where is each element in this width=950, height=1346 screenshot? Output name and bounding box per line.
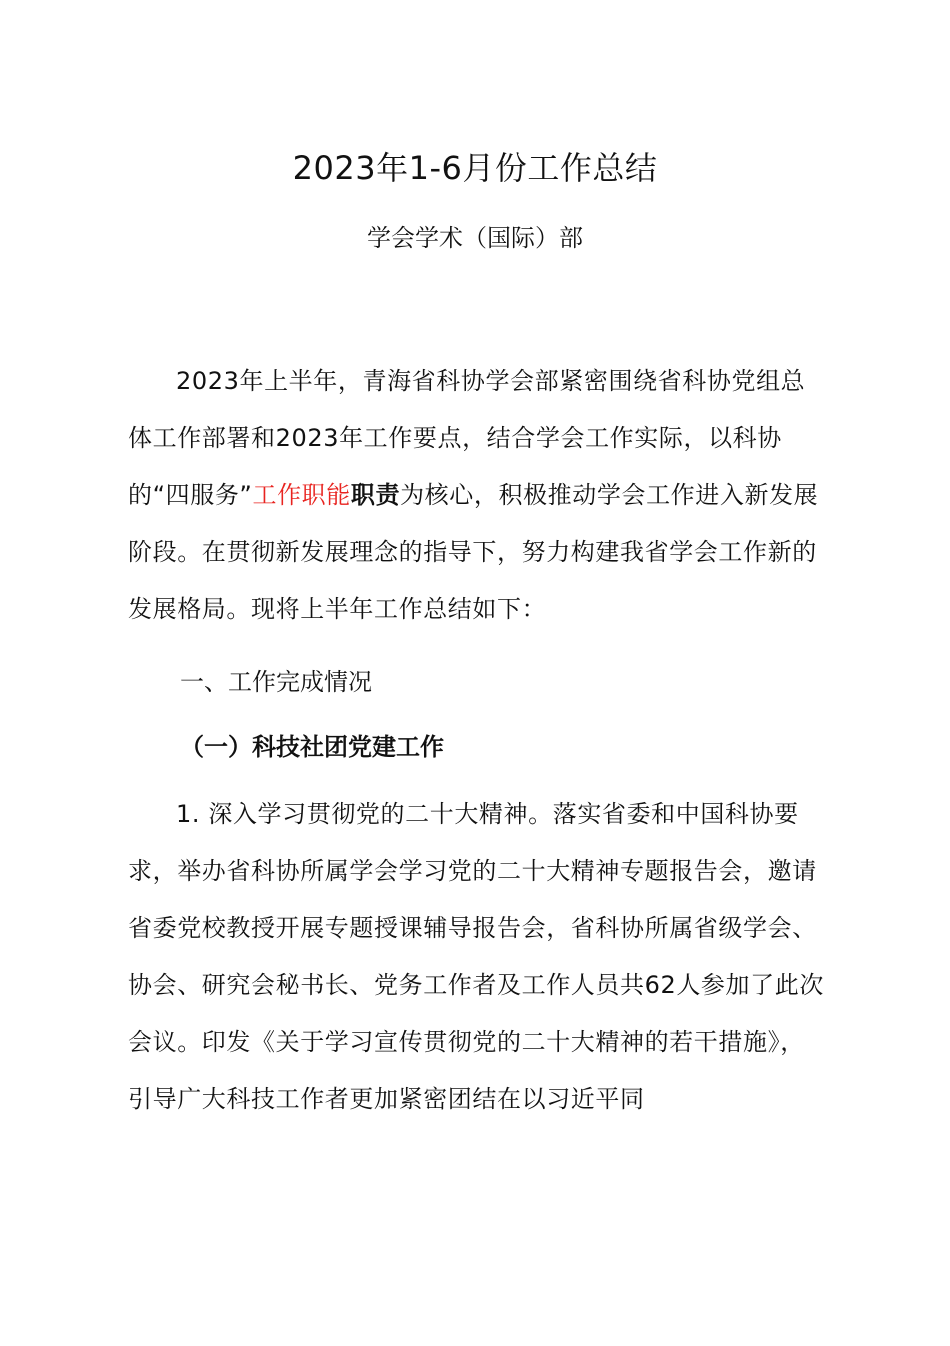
intro-paragraph	[128, 353, 828, 638]
intro-text-1: 2023年上半年，青海省科协学会部紧密围绕省科协党组总体工作部署和2023年工作要点，结合学会工作实际，以科协的“四服务”	[128, 367, 806, 509]
subsection-heading: （一）科技社团党建工作	[180, 733, 444, 761]
department-name: 学会学术（国际）部	[367, 224, 583, 252]
section-heading: 一、工作完成情况	[180, 668, 372, 696]
item-paragraph	[128, 786, 828, 1128]
emphasis-text: 职责	[350, 481, 401, 509]
intro-text-2: 为核心，积极推动学会工作进入新发展阶段。在贯彻新发展理念的指导下，努力构建我省学会工作新的发展格局。现将上半年工作总结如下：	[128, 481, 819, 623]
item-1-text: 1. 深入学习贯彻党的二十大精神。落实省委和中国科协要求，举办省科协所属学会学习党的二十大精神专题报告会，邀请省委党校教授开展专题授课辅导报告会，省科协所属省级学会、协会、研究会秘书长、党务工作者及工作人员共62人参加了此次会议。印发《关于学习宣传贯彻党的二十大精神的若干措施》，引导广大科技工作者更加紧密团结在以习近平同	[128, 800, 824, 1113]
document-title: 2023年1-6月份工作总结	[292, 149, 658, 187]
highlight-text: 工作职能	[252, 481, 351, 509]
